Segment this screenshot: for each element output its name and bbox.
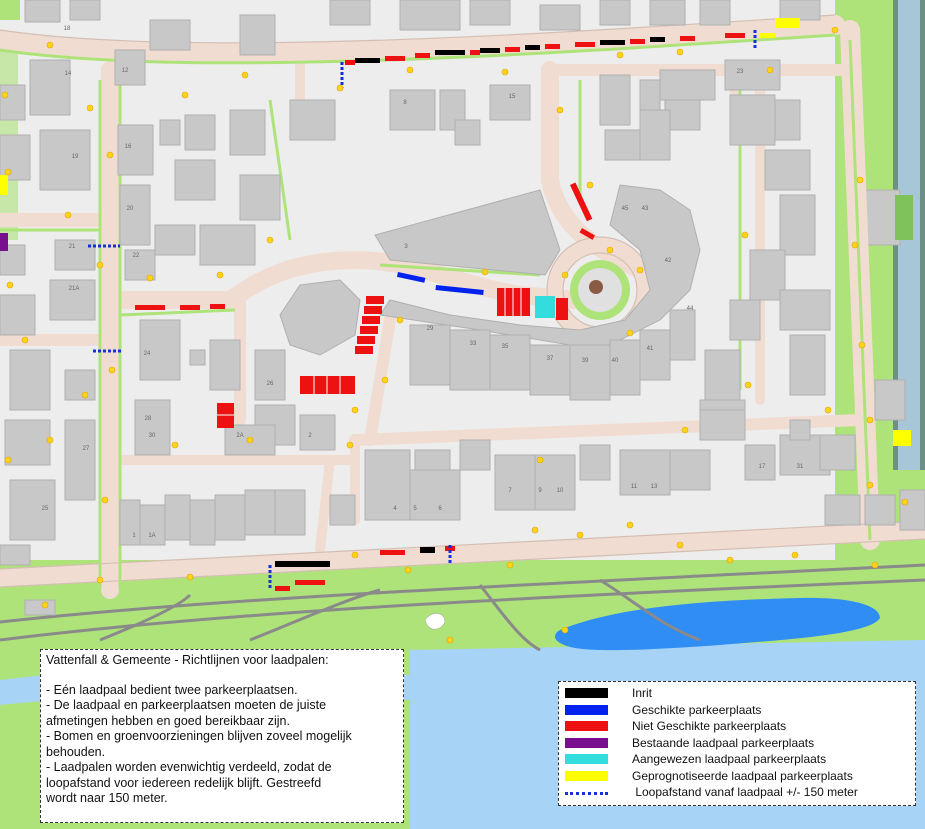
svg-text:21A: 21A — [68, 286, 80, 292]
svg-text:9: 9 — [538, 488, 542, 494]
svg-text:23: 23 — [736, 69, 744, 75]
svg-text:43: 43 — [641, 206, 649, 212]
svg-text:1A: 1A — [148, 533, 156, 539]
svg-text:29: 29 — [426, 326, 434, 332]
legend-item-geschikt — [565, 702, 909, 719]
legend-swatch — [565, 771, 608, 781]
svg-text:45: 45 — [621, 206, 629, 212]
legend-swatch — [565, 688, 608, 698]
svg-text:14: 14 — [64, 71, 72, 77]
guideline-line: - Bomen en groenvoorzieningen blijven zoveel mogelijk — [46, 729, 352, 743]
guideline-line: - Eén laadpaal bedient twee parkeerplaatsen. — [46, 682, 298, 697]
guideline-line: - De laadpaal en parkeerplaatsen moeten de juiste — [46, 698, 327, 712]
aangewezen-laadpaal — [535, 296, 555, 318]
svg-text:19: 19 — [71, 154, 79, 160]
guideline-line: behouden. — [46, 744, 106, 759]
svg-text:2A: 2A — [236, 433, 244, 439]
svg-text:42: 42 — [664, 258, 672, 264]
svg-text:1: 1 — [132, 533, 136, 539]
svg-text:24: 24 — [143, 351, 151, 357]
guideline-line: loopafstand voor iedereen redelijk blijft. Gestreefd — [46, 775, 322, 790]
svg-text:39: 39 — [581, 358, 589, 364]
legend-label: Geprognotiseerde laadpaal parkeerplaats — [632, 768, 853, 783]
legend-item-loopafstand — [565, 784, 909, 801]
svg-text:40: 40 — [611, 358, 619, 364]
legend-item-niet-geschikt — [565, 718, 909, 735]
svg-text:12: 12 — [121, 68, 129, 74]
svg-text:33: 33 — [469, 341, 477, 347]
svg-text:6: 6 — [438, 506, 442, 512]
legend-swatch — [565, 792, 608, 795]
svg-text:13: 13 — [650, 484, 658, 490]
svg-text:10: 10 — [556, 488, 564, 494]
legend-item-inrit — [565, 685, 909, 702]
svg-text:5: 5 — [413, 506, 417, 512]
legend-label: Niet Geschikte parkeerplaats — [632, 719, 787, 734]
svg-text:30: 30 — [148, 433, 156, 439]
svg-text:4: 4 — [393, 506, 397, 512]
map-legend — [558, 681, 916, 806]
svg-text:35: 35 — [501, 344, 509, 350]
svg-text:17: 17 — [758, 464, 766, 470]
guidelines-title: Vattenfall & Gemeente - Richtlijnen voor laadpalen: — [46, 653, 329, 667]
svg-text:2: 2 — [308, 433, 312, 439]
bestaande-laadpaal — [0, 233, 8, 251]
svg-text:18: 18 — [63, 26, 71, 32]
svg-text:7: 7 — [508, 488, 512, 494]
legend-swatch — [565, 754, 608, 764]
svg-text:28: 28 — [144, 416, 152, 422]
svg-text:8: 8 — [403, 100, 407, 106]
legend-item-geprognotiseerd — [565, 768, 909, 785]
svg-text:15: 15 — [508, 94, 516, 100]
svg-text:41: 41 — [646, 346, 654, 352]
svg-text:31: 31 — [796, 464, 804, 470]
svg-text:16: 16 — [124, 144, 132, 150]
svg-text:25: 25 — [41, 506, 49, 512]
legend-swatch — [565, 738, 608, 748]
legend-item-aangewezen — [565, 751, 909, 768]
svg-text:22: 22 — [132, 253, 140, 259]
svg-text:26: 26 — [266, 381, 274, 387]
svg-text:21: 21 — [68, 244, 76, 250]
guidelines-box — [40, 649, 404, 823]
legend-label: Geschikte parkeerplaats — [632, 702, 762, 717]
svg-text:37: 37 — [546, 356, 554, 362]
legend-label: Inrit — [632, 686, 653, 701]
legend-label: Loopafstand vanaf laadpaal +/- 150 meter — [632, 785, 858, 800]
svg-text:3: 3 — [404, 244, 408, 250]
svg-text:11: 11 — [630, 484, 638, 490]
guideline-line: wordt naar 150 meter. — [46, 791, 168, 805]
legend-item-bestaand — [565, 735, 909, 752]
tree-icon — [589, 280, 603, 294]
guideline-line: - Laadpalen worden evenwichtig verdeeld, zodat de — [46, 760, 332, 774]
svg-text:27: 27 — [82, 446, 90, 452]
svg-text:44: 44 — [686, 306, 694, 312]
legend-swatch — [565, 705, 608, 715]
guideline-line: afmetingen hebben en goed bereikbaar zijn. — [46, 713, 290, 728]
legend-swatch — [565, 721, 608, 731]
svg-text:20: 20 — [126, 206, 134, 212]
legend-label: Aangewezen laadpaal parkeerplaats — [632, 752, 827, 767]
legend-label: Bestaande laadpaal parkeerplaats — [632, 735, 815, 750]
